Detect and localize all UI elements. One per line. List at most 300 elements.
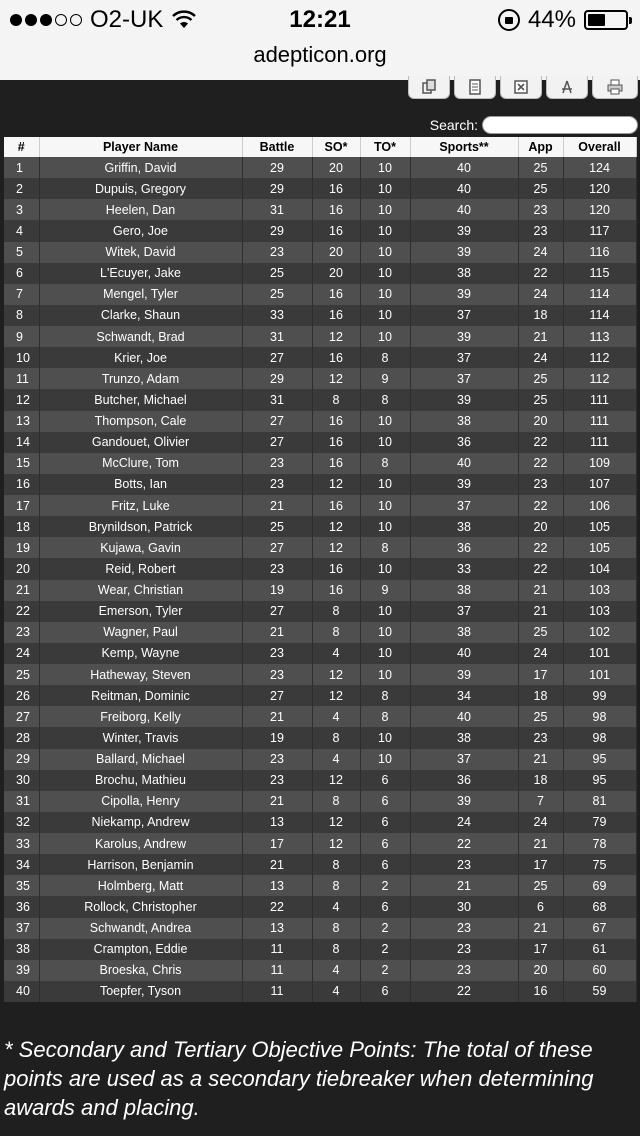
table-row — [4, 432, 636, 453]
table-cell: 16 — [312, 220, 360, 241]
table-cell: 22 — [518, 558, 563, 579]
table-cell: 32 — [4, 812, 39, 833]
column-header[interactable]: SO* — [312, 137, 360, 157]
table-cell: 101 — [563, 664, 636, 685]
column-header[interactable]: Player Name — [39, 137, 242, 157]
table-tools-toolbar — [408, 76, 640, 102]
column-header[interactable]: # — [4, 137, 39, 157]
table-cell: 27 — [242, 685, 312, 706]
table-cell: 36 — [410, 770, 518, 791]
table-cell: 20 — [312, 263, 360, 284]
table-cell: Toepfer, Tyson — [39, 981, 242, 1002]
table-cell: 37 — [410, 601, 518, 622]
table-cell: 8 — [312, 875, 360, 896]
column-header[interactable]: Sports** — [410, 137, 518, 157]
table-cell: 23 — [518, 727, 563, 748]
table-cell: 107 — [563, 474, 636, 495]
table-cell: 24 — [518, 812, 563, 833]
table-cell: 9 — [360, 368, 410, 389]
pdf-button[interactable] — [546, 76, 588, 99]
table-cell: 35 — [4, 875, 39, 896]
pdf-icon — [559, 79, 575, 95]
table-cell: 25 — [518, 389, 563, 410]
table-row — [4, 347, 636, 368]
table-cell: 18 — [518, 770, 563, 791]
table-cell: 33 — [242, 305, 312, 326]
table-cell: 27 — [242, 601, 312, 622]
table-cell: 33 — [4, 833, 39, 854]
table-cell: 12 — [312, 833, 360, 854]
table-cell: 11 — [242, 939, 312, 960]
table-cell: 21 — [518, 833, 563, 854]
table-cell: Gandouet, Olivier — [39, 432, 242, 453]
table-cell: 99 — [563, 685, 636, 706]
table-cell: 4 — [4, 220, 39, 241]
table-cell: 12 — [312, 770, 360, 791]
table-cell: 13 — [242, 875, 312, 896]
table-cell: L'Ecuyer, Jake — [39, 263, 242, 284]
table-cell: 8 — [360, 537, 410, 558]
table-cell: 2 — [360, 960, 410, 981]
table-cell: Harrison, Benjamin — [39, 854, 242, 875]
excel-button[interactable] — [500, 76, 542, 99]
table-cell: 37 — [4, 918, 39, 939]
table-cell: 13 — [4, 411, 39, 432]
table-cell: Niekamp, Andrew — [39, 812, 242, 833]
table-cell: 13 — [242, 918, 312, 939]
table-cell: 10 — [360, 411, 410, 432]
table-cell: 37 — [410, 495, 518, 516]
table-cell: 24 — [518, 643, 563, 664]
table-cell: 23 — [242, 749, 312, 770]
table-cell: 6 — [360, 812, 410, 833]
table-cell: 27 — [242, 432, 312, 453]
table-cell: 8 — [360, 453, 410, 474]
table-cell: 112 — [563, 368, 636, 389]
table-cell: 27 — [242, 347, 312, 368]
table-cell: 14 — [4, 432, 39, 453]
table-row — [4, 580, 636, 601]
table-cell: 21 — [518, 749, 563, 770]
table-cell: 24 — [518, 284, 563, 305]
table-row — [4, 495, 636, 516]
table-cell: 21 — [518, 580, 563, 601]
table-cell: 23 — [242, 474, 312, 495]
table-cell: 33 — [410, 558, 518, 579]
table-cell: Witek, David — [39, 242, 242, 263]
table-cell: 13 — [242, 812, 312, 833]
clock: 12:21 — [289, 6, 351, 33]
table-row — [4, 939, 636, 960]
table-cell: 8 — [312, 939, 360, 960]
table-row — [4, 706, 636, 727]
table-cell: Brochu, Mathieu — [39, 770, 242, 791]
column-header[interactable]: TO* — [360, 137, 410, 157]
table-cell: 39 — [410, 664, 518, 685]
battery-percent: 44% — [527, 6, 576, 33]
table-row — [4, 305, 636, 326]
table-cell: 40 — [410, 178, 518, 199]
table-cell: 22 — [518, 453, 563, 474]
table-cell: 38 — [410, 516, 518, 537]
table-cell: Trunzo, Adam — [39, 368, 242, 389]
table-cell: 23 — [242, 643, 312, 664]
table-cell: 21 — [518, 326, 563, 347]
table-cell: 12 — [312, 537, 360, 558]
table-cell: 23 — [242, 770, 312, 791]
table-cell: 25 — [518, 875, 563, 896]
table-cell: Clarke, Shaun — [39, 305, 242, 326]
table-cell: 8 — [312, 727, 360, 748]
table-cell: 23 — [518, 199, 563, 220]
table-cell: Reid, Robert — [39, 558, 242, 579]
table-cell: 2 — [360, 939, 410, 960]
table-row — [4, 896, 636, 917]
table-cell: 10 — [360, 242, 410, 263]
table-cell: Krier, Joe — [39, 347, 242, 368]
table-header — [4, 137, 636, 157]
table-cell: 6 — [360, 770, 410, 791]
table-cell: 23 — [518, 474, 563, 495]
table-cell: 10 — [360, 516, 410, 537]
address-bar[interactable]: adepticon.org — [253, 42, 387, 67]
table-cell: Crampton, Eddie — [39, 939, 242, 960]
table-cell: Wear, Christian — [39, 580, 242, 601]
table-row — [4, 812, 636, 833]
table-cell: 25 — [518, 622, 563, 643]
table-cell: 38 — [410, 411, 518, 432]
table-cell: 24 — [518, 347, 563, 368]
table-cell: 27 — [4, 706, 39, 727]
table-cell: 120 — [563, 178, 636, 199]
search-input[interactable] — [482, 116, 638, 134]
table-cell: Hatheway, Steven — [39, 664, 242, 685]
table-cell: 37 — [410, 749, 518, 770]
table-cell: 27 — [242, 411, 312, 432]
table-row — [4, 981, 636, 1002]
table-row — [4, 326, 636, 347]
table-cell: 23 — [410, 939, 518, 960]
table-cell: 1 — [4, 157, 39, 178]
table-cell: Mengel, Tyler — [39, 284, 242, 305]
print-button[interactable] — [592, 76, 638, 99]
table-cell: 114 — [563, 284, 636, 305]
table-cell: Fritz, Luke — [39, 495, 242, 516]
table-cell: 21 — [242, 495, 312, 516]
table-cell: 31 — [4, 791, 39, 812]
table-cell: 67 — [563, 918, 636, 939]
table-cell: 10 — [360, 157, 410, 178]
table-cell: 22 — [518, 495, 563, 516]
table-cell: 6 — [360, 833, 410, 854]
table-row — [4, 622, 636, 643]
table-cell: Dupuis, Gregory — [39, 178, 242, 199]
table-cell: 30 — [410, 896, 518, 917]
table-cell: Schwandt, Andrea — [39, 918, 242, 939]
table-cell: 95 — [563, 770, 636, 791]
table-cell: 10 — [4, 347, 39, 368]
csv-button[interactable] — [454, 76, 496, 99]
excel-icon — [513, 79, 529, 95]
table-row — [4, 854, 636, 875]
table-row — [4, 875, 636, 896]
table-row — [4, 178, 636, 199]
table-row — [4, 749, 636, 770]
table-cell: Emerson, Tyler — [39, 601, 242, 622]
table-cell: 10 — [360, 474, 410, 495]
orientation-lock-icon — [498, 9, 520, 31]
table-cell: McClure, Tom — [39, 453, 242, 474]
carrier-name: O2-UK — [90, 6, 164, 33]
table-cell: 10 — [360, 220, 410, 241]
table-cell: 8 — [312, 854, 360, 875]
table-cell: 21 — [242, 706, 312, 727]
table-cell: 59 — [563, 981, 636, 1002]
table-cell: 8 — [312, 622, 360, 643]
table-cell: 20 — [518, 411, 563, 432]
table-row — [4, 284, 636, 305]
table-cell: Ballard, Michael — [39, 749, 242, 770]
table-cell: 36 — [410, 432, 518, 453]
table-cell: 21 — [242, 854, 312, 875]
table-cell: 10 — [360, 284, 410, 305]
table-cell: 12 — [312, 474, 360, 495]
table-cell: 12 — [312, 685, 360, 706]
table-cell: 8 — [312, 918, 360, 939]
table-cell: 10 — [360, 305, 410, 326]
table-row — [4, 770, 636, 791]
table-cell: 6 — [360, 896, 410, 917]
table-cell: 16 — [312, 453, 360, 474]
table-cell: 113 — [563, 326, 636, 347]
table-cell: 38 — [410, 580, 518, 601]
table-cell: 24 — [518, 242, 563, 263]
table-cell: 105 — [563, 537, 636, 558]
table-cell: 4 — [312, 643, 360, 664]
table-cell: 29 — [242, 157, 312, 178]
table-cell: 25 — [518, 157, 563, 178]
table-cell: 25 — [518, 368, 563, 389]
table-cell: 16 — [312, 495, 360, 516]
table-cell: 24 — [410, 812, 518, 833]
table-row — [4, 601, 636, 622]
table-cell: 68 — [563, 896, 636, 917]
table-cell: 40 — [4, 981, 39, 1002]
table-cell: 111 — [563, 432, 636, 453]
table-cell: 104 — [563, 558, 636, 579]
table-cell: 61 — [563, 939, 636, 960]
table-cell: 7 — [4, 284, 39, 305]
table-cell: Botts, Ian — [39, 474, 242, 495]
table-cell: 10 — [360, 495, 410, 516]
copy-icon — [421, 79, 437, 95]
table-search — [430, 116, 638, 134]
table-cell: 10 — [360, 178, 410, 199]
table-cell: 8 — [4, 305, 39, 326]
table-cell: 38 — [410, 622, 518, 643]
table-cell: 5 — [4, 242, 39, 263]
table-cell: 10 — [360, 622, 410, 643]
table-cell: 39 — [410, 326, 518, 347]
table-cell: 38 — [410, 727, 518, 748]
table-cell: 18 — [518, 305, 563, 326]
table-cell: 114 — [563, 305, 636, 326]
table-cell: 21 — [242, 791, 312, 812]
table-cell: 34 — [4, 854, 39, 875]
table-row — [4, 643, 636, 664]
table-cell: 60 — [563, 960, 636, 981]
table-cell: 29 — [4, 749, 39, 770]
table-cell: 39 — [410, 284, 518, 305]
table-cell: 21 — [242, 622, 312, 643]
table-cell: 16 — [312, 199, 360, 220]
table-cell: 21 — [410, 875, 518, 896]
table-cell: 30 — [4, 770, 39, 791]
table-cell: 21 — [518, 601, 563, 622]
table-cell: 17 — [518, 939, 563, 960]
table-cell: 37 — [410, 305, 518, 326]
table-cell: 16 — [312, 347, 360, 368]
table-cell: 111 — [563, 411, 636, 432]
table-cell: 10 — [360, 749, 410, 770]
table-cell: 120 — [563, 199, 636, 220]
table-cell: 10 — [360, 664, 410, 685]
table-cell: 16 — [312, 411, 360, 432]
table-cell: 11 — [4, 368, 39, 389]
table-row — [4, 411, 636, 432]
table-cell: Rollock, Christopher — [39, 896, 242, 917]
table-cell: 81 — [563, 791, 636, 812]
table-cell: 25 — [518, 178, 563, 199]
table-cell: 11 — [242, 981, 312, 1002]
table-cell: 79 — [563, 812, 636, 833]
table-cell: 7 — [518, 791, 563, 812]
table-cell: 23 — [4, 622, 39, 643]
table-cell: Kemp, Wayne — [39, 643, 242, 664]
table-cell: 28 — [4, 727, 39, 748]
table-cell: 21 — [4, 580, 39, 601]
table-cell: 10 — [360, 432, 410, 453]
table-cell: Thompson, Cale — [39, 411, 242, 432]
table-cell: 31 — [242, 389, 312, 410]
table-cell: Winter, Travis — [39, 727, 242, 748]
table-cell: 38 — [4, 939, 39, 960]
table-cell: Gero, Joe — [39, 220, 242, 241]
table-row — [4, 157, 636, 178]
table-cell: Brynildson, Patrick — [39, 516, 242, 537]
table-cell: 23 — [242, 453, 312, 474]
table-cell: 20 — [518, 516, 563, 537]
table-cell: 115 — [563, 263, 636, 284]
table-cell: 102 — [563, 622, 636, 643]
table-cell: Heelen, Dan — [39, 199, 242, 220]
table-cell: 16 — [312, 558, 360, 579]
table-cell: 23 — [410, 918, 518, 939]
table-cell: 12 — [312, 516, 360, 537]
table-cell: 95 — [563, 749, 636, 770]
table-row — [4, 263, 636, 284]
column-header[interactable]: Battle — [242, 137, 312, 157]
table-row — [4, 664, 636, 685]
table-cell: 16 — [518, 981, 563, 1002]
table-cell: Broeska, Chris — [39, 960, 242, 981]
table-cell: 4 — [312, 960, 360, 981]
table-cell: 9 — [4, 326, 39, 347]
table-cell: 25 — [242, 516, 312, 537]
table-cell: Karolus, Andrew — [39, 833, 242, 854]
table-cell: 29 — [242, 178, 312, 199]
print-icon — [607, 79, 623, 95]
table-cell: 37 — [410, 347, 518, 368]
table-cell: 116 — [563, 242, 636, 263]
table-cell: 27 — [242, 537, 312, 558]
table-cell: 111 — [563, 389, 636, 410]
table-body — [4, 157, 636, 1002]
table-cell: Griffin, David — [39, 157, 242, 178]
table-cell: 40 — [410, 706, 518, 727]
table-cell: 19 — [4, 537, 39, 558]
table-cell: 4 — [312, 981, 360, 1002]
table-cell: 21 — [518, 918, 563, 939]
table-cell: 8 — [360, 389, 410, 410]
ios-chrome — [0, 0, 640, 80]
column-header[interactable]: Overall — [563, 137, 636, 157]
table-cell: 40 — [410, 157, 518, 178]
table-cell: 10 — [360, 326, 410, 347]
table-cell: 25 — [4, 664, 39, 685]
table-cell: 39 — [410, 242, 518, 263]
table-cell: 23 — [410, 854, 518, 875]
table-cell: 20 — [4, 558, 39, 579]
table-cell: 16 — [4, 474, 39, 495]
table-row — [4, 199, 636, 220]
table-cell: Kujawa, Gavin — [39, 537, 242, 558]
table-cell: 9 — [360, 580, 410, 601]
table-cell: Holmberg, Matt — [39, 875, 242, 896]
table-cell: 39 — [4, 960, 39, 981]
table-cell: 16 — [312, 284, 360, 305]
copy-button[interactable] — [408, 76, 450, 99]
table-cell: 36 — [4, 896, 39, 917]
table-cell: 23 — [242, 242, 312, 263]
table-cell: 37 — [410, 368, 518, 389]
table-cell: 12 — [312, 326, 360, 347]
table-cell: 15 — [4, 453, 39, 474]
status-bar — [0, 0, 640, 40]
table-cell: 2 — [4, 178, 39, 199]
table-cell: 20 — [312, 242, 360, 263]
table-row — [4, 960, 636, 981]
table-cell: 10 — [360, 263, 410, 284]
table-cell: 98 — [563, 727, 636, 748]
table-cell: 17 — [4, 495, 39, 516]
column-header[interactable]: App — [518, 137, 563, 157]
table-cell: 18 — [518, 685, 563, 706]
table-cell: 105 — [563, 516, 636, 537]
standings-table — [4, 137, 637, 1002]
table-row — [4, 242, 636, 263]
table-cell: 17 — [518, 664, 563, 685]
table-cell: Freiborg, Kelly — [39, 706, 242, 727]
table-cell: 109 — [563, 453, 636, 474]
table-cell: 22 — [410, 981, 518, 1002]
table-cell: Butcher, Michael — [39, 389, 242, 410]
table-row — [4, 727, 636, 748]
table-cell: 103 — [563, 601, 636, 622]
table-cell: 40 — [410, 453, 518, 474]
table-cell: Wagner, Paul — [39, 622, 242, 643]
table-cell: 22 — [518, 263, 563, 284]
